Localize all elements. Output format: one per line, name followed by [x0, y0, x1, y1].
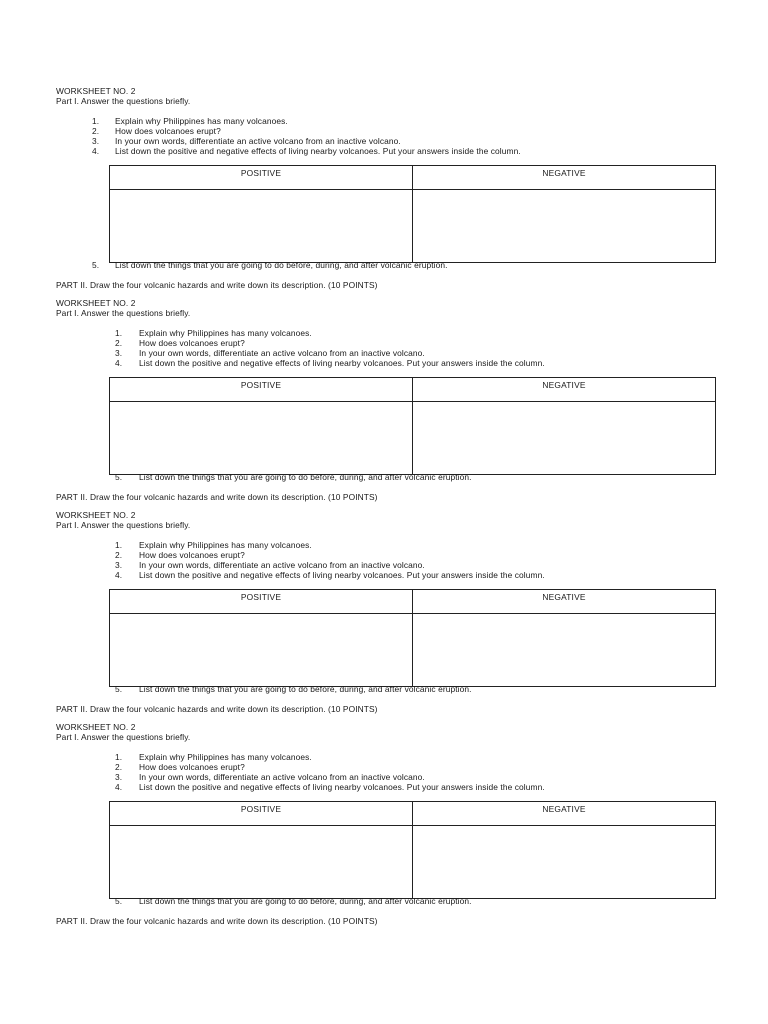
positive-column-header: POSITIVE [110, 802, 413, 826]
negative-answer-cell[interactable] [413, 190, 716, 263]
part2-instruction: PART II. Draw the four volcanic hazards and write down its description. (10 POINTS) [56, 280, 378, 290]
question-number: 3. [115, 772, 123, 782]
positive-answer-cell[interactable] [110, 190, 413, 263]
effects-table [109, 377, 716, 475]
question-text: How does volcanoes erupt? [139, 550, 245, 560]
part2-instruction: PART II. Draw the four volcanic hazards and write down its description. (10 POINTS) [56, 492, 378, 502]
question-text: List down the things that you are going to do before, during, and after volcanic eruption. [139, 896, 472, 906]
question-text: Explain why Philippines has many volcanoes. [139, 540, 312, 550]
question-text: Explain why Philippines has many volcanoes. [115, 116, 288, 126]
question-number: 4. [92, 146, 100, 156]
question-number: 3. [115, 348, 123, 358]
part2-instruction: PART II. Draw the four volcanic hazards and write down its description. (10 POINTS) [56, 704, 378, 714]
question-text: How does volcanoes erupt? [139, 762, 245, 772]
effects-table [109, 801, 716, 899]
question-text: Explain why Philippines has many volcanoes. [139, 752, 312, 762]
negative-column-header: NEGATIVE [413, 166, 716, 190]
worksheet-title: WORKSHEET NO. 2 [56, 298, 136, 308]
negative-column-header: NEGATIVE [413, 378, 716, 402]
question-number: 3. [115, 560, 123, 570]
effects-table [109, 589, 716, 687]
question-number: 4. [115, 570, 123, 580]
question-text: List down the positive and negative effects of living nearby volcanoes. Put your answers inside the column. [115, 146, 521, 156]
part1-instruction: Part I. Answer the questions briefly. [56, 520, 191, 530]
worksheet-title: WORKSHEET NO. 2 [56, 722, 136, 732]
question-number: 2. [115, 338, 123, 348]
worksheet-title: WORKSHEET NO. 2 [56, 510, 136, 520]
question-number: 1. [92, 116, 100, 126]
question-number: 1. [115, 752, 123, 762]
positive-column-header: POSITIVE [110, 166, 413, 190]
positive-answer-cell[interactable] [110, 402, 413, 475]
question-text: List down the positive and negative effects of living nearby volcanoes. Put your answers inside the column. [139, 358, 545, 368]
part2-instruction: PART II. Draw the four volcanic hazards and write down its description. (10 POINTS) [56, 916, 378, 926]
question-text: How does volcanoes erupt? [139, 338, 245, 348]
question-text: In your own words, differentiate an active volcano from an inactive volcano. [139, 348, 425, 358]
question-text: List down the things that you are going to do before, during, and after volcanic eruption. [115, 260, 448, 270]
question-number: 5. [115, 472, 123, 482]
question-number: 4. [115, 782, 123, 792]
positive-column-header: POSITIVE [110, 590, 413, 614]
negative-column-header: NEGATIVE [413, 802, 716, 826]
question-text: In your own words, differentiate an active volcano from an inactive volcano. [139, 772, 425, 782]
worksheet-title: WORKSHEET NO. 2 [56, 86, 136, 96]
question-number: 2. [115, 762, 123, 772]
question-number: 2. [115, 550, 123, 560]
question-number: 1. [115, 328, 123, 338]
question-number: 5. [115, 684, 123, 694]
positive-answer-cell[interactable] [110, 826, 413, 899]
positive-answer-cell[interactable] [110, 614, 413, 687]
question-text: List down the positive and negative effects of living nearby volcanoes. Put your answers inside the column. [139, 782, 545, 792]
negative-answer-cell[interactable] [413, 402, 716, 475]
question-number: 5. [92, 260, 100, 270]
question-number: 1. [115, 540, 123, 550]
question-number: 4. [115, 358, 123, 368]
question-number: 5. [115, 896, 123, 906]
negative-answer-cell[interactable] [413, 826, 716, 899]
negative-column-header: NEGATIVE [413, 590, 716, 614]
positive-column-header: POSITIVE [110, 378, 413, 402]
question-text: In your own words, differentiate an active volcano from an inactive volcano. [115, 136, 401, 146]
question-text: List down the things that you are going to do before, during, and after volcanic eruption. [139, 684, 472, 694]
question-number: 3. [92, 136, 100, 146]
question-number: 2. [92, 126, 100, 136]
question-text: In your own words, differentiate an active volcano from an inactive volcano. [139, 560, 425, 570]
part1-instruction: Part I. Answer the questions briefly. [56, 308, 191, 318]
part1-instruction: Part I. Answer the questions briefly. [56, 96, 191, 106]
negative-answer-cell[interactable] [413, 614, 716, 687]
question-text: List down the positive and negative effects of living nearby volcanoes. Put your answers inside the column. [139, 570, 545, 580]
part1-instruction: Part I. Answer the questions briefly. [56, 732, 191, 742]
question-text: Explain why Philippines has many volcanoes. [139, 328, 312, 338]
question-text: List down the things that you are going to do before, during, and after volcanic eruption. [139, 472, 472, 482]
effects-table [109, 165, 716, 263]
question-text: How does volcanoes erupt? [115, 126, 221, 136]
